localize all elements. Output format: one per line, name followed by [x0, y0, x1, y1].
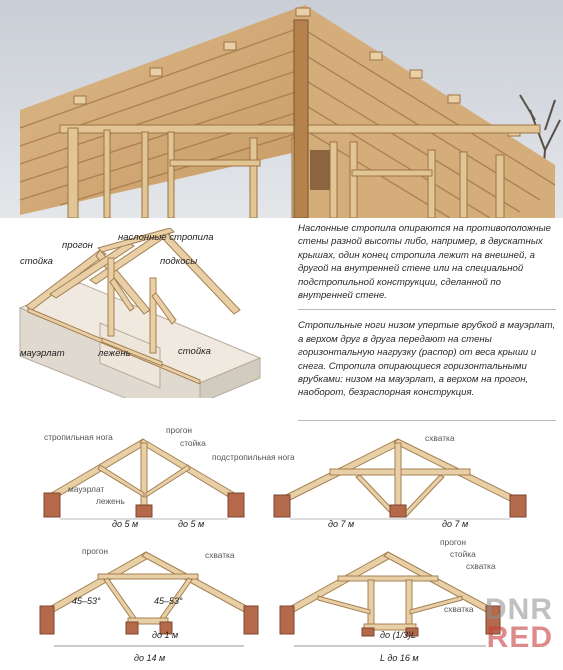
iso-label-progon: прогон: [62, 240, 93, 251]
d3-span-total: до 14 м: [134, 653, 166, 663]
d2-span-right: до 7 м: [442, 519, 469, 529]
iso-label-stoyka: стойка: [20, 256, 53, 267]
iso-label-mauerlat: мауэрлат: [20, 348, 65, 359]
d4-label-skhvatka-top: схватка: [466, 561, 496, 571]
roof-photo: [0, 0, 563, 218]
d4-span-total: L до 16 м: [380, 653, 419, 663]
d4-label-progon: прогон: [440, 537, 467, 547]
d1-span-left: до 5 м: [112, 519, 139, 529]
watermark-line-1: DNR: [485, 593, 553, 626]
d1-label-mauerlat: мауэрлат: [68, 484, 105, 494]
description-para-2: Стропильные ноги низом упертые врубкой в мауэрлат, а верхом друг в друга передают на стены горизонтальную нагрузку (распор) от веса крыши и снега. Стропила опирающиеся горизонтальными врубками: низом на мауэрлат, а верхом на прогон, наоборот, безраспорная конструкция.: [298, 320, 556, 399]
iso-label-lezhen: лежень: [98, 348, 131, 359]
watermark-line-2: RED: [486, 621, 553, 654]
iso-label-podkosy: подкосы: [160, 256, 198, 267]
description-para-1: Наслонные стропила опираются на противоположные стены разной высоты либо, например, в двускатных крышах, один конец стропила лежит на внешней, а другой на внутренней стене или на специальной подстропильной конструкции, сделанной по внутренней стене.: [298, 223, 552, 302]
d3-angle-left: 45–53°: [72, 596, 101, 606]
d1-label-stoyka: стойка: [180, 438, 206, 448]
d4-label-skhvatka-side: схватка: [444, 604, 474, 614]
iso-label-naslonnye: наслонные стропила: [118, 232, 214, 243]
d4-label-stoyka: стойка: [450, 549, 476, 559]
d3-span-inner: до 1 м: [152, 630, 179, 640]
d3-label-skhvatka: схватка: [205, 550, 235, 560]
d2-label-skhvatka: схватка: [425, 433, 455, 443]
description-text: [298, 222, 556, 400]
iso-label-stoyka-2: стойка: [178, 346, 211, 357]
d1-label-podstropilnaya: подстропильная нога: [212, 452, 295, 462]
d1-label-progon: прогон: [166, 425, 193, 435]
divider-2: [298, 420, 556, 421]
d3-angle-right: 45–53°: [154, 596, 183, 606]
d1-label-stropilnaya: стропильная нога: [44, 432, 113, 442]
d2-span-left: до 7 м: [328, 519, 355, 529]
divider: [298, 309, 556, 310]
d3-label-progon: прогон: [82, 546, 109, 556]
truss-diagram-2: [270, 435, 530, 535]
d1-label-lezhen: лежень: [96, 496, 125, 506]
d1-span-right: до 5 м: [178, 519, 205, 529]
watermark: [485, 593, 553, 654]
d4-span-inner: до (1/3)L: [380, 630, 416, 640]
roof-photo-drawing: [0, 0, 563, 218]
isometric-roof-diagram: [10, 228, 295, 398]
